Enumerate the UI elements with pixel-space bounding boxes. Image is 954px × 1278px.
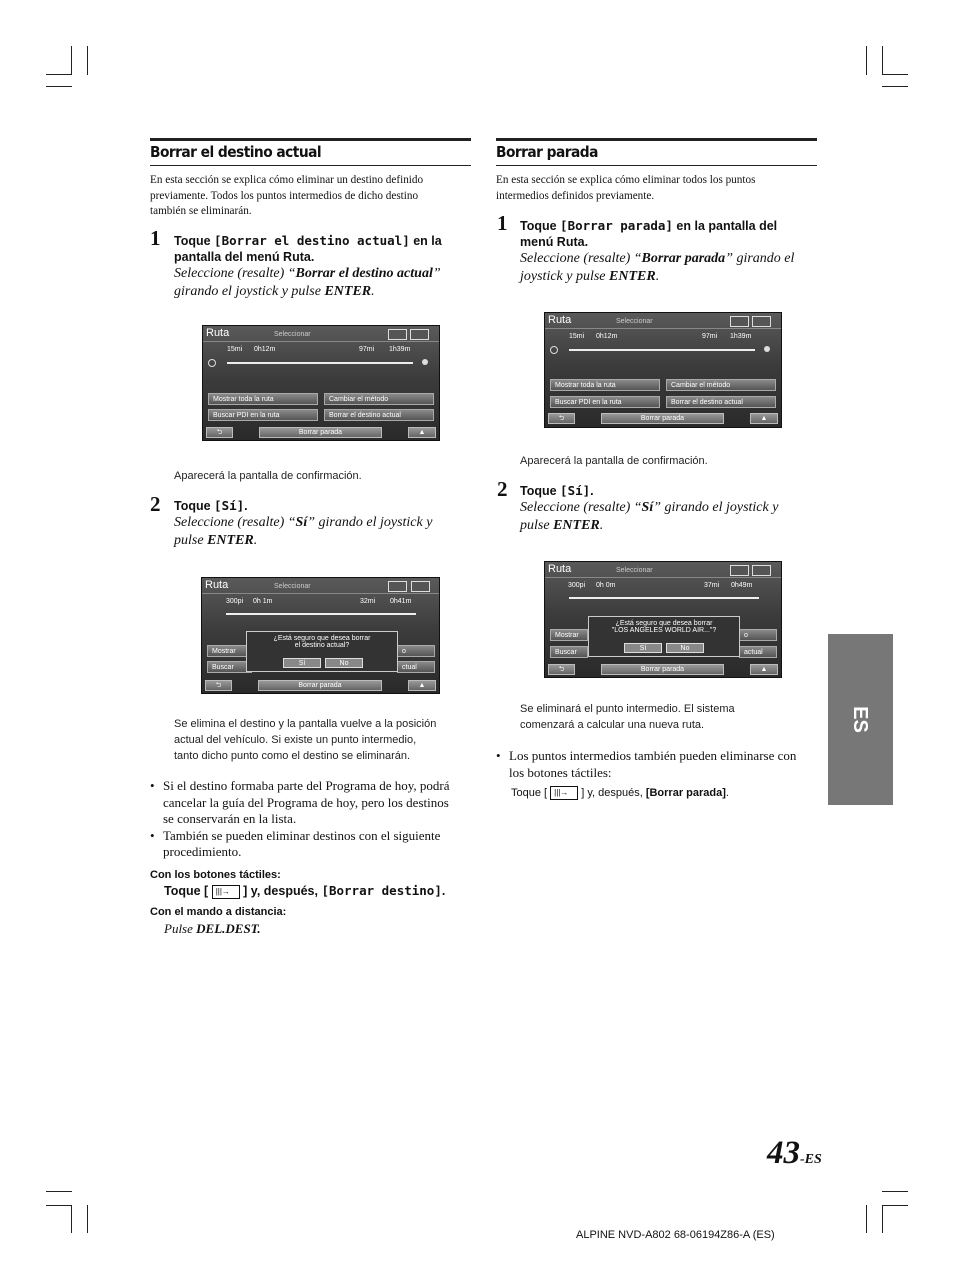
distance-label: 300pi	[568, 582, 586, 589]
text-line: Se elimina el destino y la pantalla vuelve a la posición	[174, 718, 437, 730]
screen-title: Ruta	[548, 563, 572, 575]
screen-title: Ruta	[548, 314, 572, 326]
list-item: • También se pueden eliminar destinos con el siguiente procedimiento.	[150, 828, 470, 861]
step-2	[520, 483, 820, 535]
time-label: 0h12m	[254, 346, 276, 353]
crop-mark	[46, 1191, 72, 1192]
change-method-button[interactable]: o	[739, 629, 777, 641]
step-instruction: pantalla del menú Ruta.	[174, 250, 315, 264]
distance-label: 97mi	[702, 333, 718, 340]
note	[174, 716, 474, 764]
select-label: Seleccionar	[274, 583, 311, 590]
step-detail: pulse ENTER.	[520, 518, 604, 533]
delete-destination-button[interactable]: Borrar el destino actual	[324, 409, 434, 421]
time-label: 0h49m	[731, 582, 753, 589]
distance-label: 15mi	[227, 346, 243, 353]
delete-stop-button[interactable]: Borrar parada	[258, 680, 382, 691]
section-title: Borrar parada	[496, 143, 598, 161]
section-title: Borrar el destino actual	[150, 143, 322, 161]
list-item: • Si el destino formaba parte del Programa de hoy, podrá cancelar la guía del Programa de hoy, pero los destinos se conservarán en la lista.	[150, 778, 470, 828]
time-label: 0h 1m	[253, 598, 273, 605]
note: Aparecerá la pantalla de confirmación.	[520, 455, 708, 467]
note	[520, 701, 820, 733]
step-1	[174, 233, 474, 301]
start-icon	[550, 346, 558, 354]
show-route-button[interactable]: Mostrar	[207, 645, 252, 657]
text-line: tanto dicho punto como el destino se eliminarán.	[174, 750, 411, 762]
step-instruction: Toque [Borrar el destino actual] en la	[174, 233, 442, 248]
page-number: 43-ES	[767, 1135, 822, 1171]
step-number: 2	[150, 492, 161, 516]
show-route-button[interactable]: Mostrar toda la ruta	[208, 393, 318, 405]
destination-icon	[422, 359, 428, 365]
delete-destination-button[interactable]: actual	[739, 646, 777, 658]
time-label: 0h41m	[390, 598, 412, 605]
step-instruction: Toque [Sí].	[520, 483, 594, 498]
time-label: 0h12m	[596, 333, 618, 340]
keyboard-icon[interactable]	[752, 316, 771, 327]
step-1	[520, 218, 820, 286]
delete-stop-button[interactable]: Borrar parada	[601, 664, 724, 675]
footer-code: ALPINE NVD-A802 68-06194Z86-A (ES)	[576, 1229, 775, 1241]
crop-mark	[71, 46, 72, 75]
list-arrow-icon: |||→	[212, 885, 240, 899]
bullet-list	[496, 748, 818, 781]
divider	[545, 577, 781, 578]
intro-paragraph	[496, 173, 816, 204]
up-icon[interactable]: ▲	[408, 427, 436, 438]
crop-mark	[71, 1205, 72, 1233]
bullet-list	[150, 778, 470, 861]
crop-mark	[882, 46, 883, 75]
crop-mark	[46, 86, 72, 87]
crop-mark	[87, 1205, 88, 1233]
remote-instruction: Pulse DEL.DEST.	[164, 921, 261, 936]
divider	[202, 593, 439, 594]
confirm-dialog	[588, 616, 740, 657]
note: Aparecerá la pantalla de confirmación.	[174, 470, 362, 482]
step-detail: girando el joystick y pulse ENTER.	[174, 284, 375, 299]
step-instruction: Toque [Borrar parada] en la pantalla del	[520, 218, 778, 233]
section-rule	[496, 138, 817, 141]
section-rule	[150, 165, 471, 166]
text-line: Si el destino formaba parte del Programa de hoy, podrá	[163, 778, 450, 793]
list-item: • Los puntos intermedios también pueden eliminarse con los botones táctiles:	[496, 748, 818, 781]
route-progress-bar	[226, 613, 416, 615]
start-icon	[208, 359, 216, 367]
search-poi-button[interactable]: Buscar PDI en la ruta	[550, 396, 660, 408]
show-route-button[interactable]: Mostrar toda la ruta	[550, 379, 660, 391]
select-label: Seleccionar	[616, 567, 653, 574]
time-label: 1h39m	[389, 346, 411, 353]
step-detail: pulse ENTER.	[174, 533, 258, 548]
text-line: también se eliminarán.	[150, 205, 252, 217]
step-2	[174, 498, 474, 550]
confirm-screen	[201, 577, 440, 694]
crop-mark	[46, 74, 72, 75]
yes-button[interactable]: Sí	[624, 643, 662, 653]
no-button[interactable]: No	[666, 643, 704, 653]
back-icon[interactable]: ⮌	[548, 664, 575, 675]
text-line: En esta sección se explica cómo eliminar todos los puntos	[496, 174, 756, 186]
step-number: 1	[150, 226, 161, 250]
crop-mark	[882, 1191, 908, 1192]
dialog-message: ¿Está seguro que desea borrar	[615, 620, 713, 627]
crop-mark	[87, 46, 88, 75]
text-line: intermedios definidos previamente.	[496, 189, 655, 202]
screen-title: Ruta	[205, 579, 229, 591]
destination-icon	[764, 346, 770, 352]
crop-mark	[882, 86, 908, 87]
change-method-button[interactable]: Cambiar el método	[666, 379, 776, 391]
confirm-dialog	[246, 631, 398, 672]
distance-label: 37mi	[704, 582, 720, 589]
language-tab	[828, 634, 893, 805]
crop-mark	[882, 74, 908, 75]
delete-destination-button[interactable]: Borrar el destino actual	[666, 396, 776, 408]
subheading: Con el mando a distancia:	[150, 906, 287, 918]
up-icon[interactable]: ▲	[750, 413, 778, 424]
crop-mark	[46, 1205, 72, 1206]
text-line: También se pueden eliminar destinos con el siguiente	[163, 827, 441, 843]
text-line: Los puntos intermedios también pueden eliminarse con	[509, 748, 797, 763]
keyboard-icon[interactable]	[752, 565, 771, 576]
up-icon[interactable]: ▲	[408, 680, 436, 691]
crop-mark	[866, 1205, 867, 1233]
route-menu-screen	[544, 312, 782, 428]
text-line: procedimiento.	[163, 844, 242, 859]
map-icon[interactable]	[730, 565, 749, 576]
select-label: Seleccionar	[616, 318, 653, 325]
back-icon[interactable]: ⮌	[548, 413, 575, 424]
map-icon[interactable]	[388, 581, 407, 592]
screen-title: Ruta	[206, 327, 230, 339]
map-icon[interactable]	[388, 329, 407, 340]
intro-paragraph	[150, 173, 470, 220]
delete-destination-button[interactable]: ctual	[397, 661, 435, 673]
step-detail: Seleccione (resalte) “Sí” girando el joystick y	[174, 515, 433, 530]
subheading: Con los botones táctiles:	[150, 869, 281, 881]
crop-mark	[882, 1205, 908, 1206]
route-menu-screen	[202, 325, 440, 441]
map-icon[interactable]	[730, 316, 749, 327]
no-button[interactable]: No	[325, 658, 363, 668]
change-method-button[interactable]: o	[397, 645, 435, 657]
text-line: los botones táctiles:	[509, 764, 612, 780]
route-progress-bar	[569, 597, 759, 599]
step-number: 2	[497, 477, 508, 501]
list-arrow-icon: |||→	[550, 786, 578, 800]
step-instruction: Toque [Sí].	[174, 498, 248, 513]
show-route-button[interactable]: Mostrar	[550, 629, 588, 641]
step-detail: Seleccione (resalte) “Borrar el destino actual”	[174, 266, 441, 281]
back-icon[interactable]: ⮌	[206, 427, 233, 438]
up-icon[interactable]: ▲	[750, 664, 778, 675]
distance-label: 15mi	[569, 333, 585, 340]
search-poi-button[interactable]: Buscar	[207, 661, 252, 673]
language-tab-label: ES	[848, 706, 871, 733]
keyboard-icon[interactable]	[411, 581, 430, 592]
text-line: actual del vehículo. Si existe un punto intermedio,	[174, 734, 417, 746]
text-line: cancelar la guía del Programa de hoy, pero los destinos	[163, 794, 449, 810]
delete-stop-button[interactable]: Borrar parada	[601, 413, 724, 424]
distance-label: 97mi	[359, 346, 375, 353]
touch-instruction: Toque [ |||→ ] y, después, [Borrar destino].	[164, 883, 446, 898]
route-progress-bar	[227, 362, 413, 364]
keyboard-icon[interactable]	[410, 329, 429, 340]
select-label: Seleccionar	[274, 331, 311, 338]
crop-mark	[866, 46, 867, 75]
text-line: Se eliminará el punto intermedio. El sistema	[520, 703, 735, 715]
section-rule	[496, 165, 817, 166]
change-method-button[interactable]: Cambiar el método	[324, 393, 434, 405]
text-line: comenzará a calcular una nueva ruta.	[520, 719, 705, 731]
crop-mark	[882, 1205, 883, 1233]
section-rule	[150, 138, 471, 141]
text-line: se conservarán en la lista.	[163, 811, 297, 826]
route-progress-bar	[569, 349, 755, 351]
search-poi-button[interactable]: Buscar PDI en la ruta	[208, 409, 318, 421]
time-label: 1h39m	[730, 333, 752, 340]
dialog-message: el destino actual?	[294, 642, 350, 649]
delete-stop-button[interactable]: Borrar parada	[259, 427, 382, 438]
text-line: En esta sección se explica cómo eliminar un destino definido	[150, 174, 424, 186]
divider	[545, 328, 781, 329]
step-detail: joystick y pulse ENTER.	[520, 269, 660, 284]
yes-button[interactable]: Sí	[283, 658, 321, 668]
step-number: 1	[497, 211, 508, 235]
search-poi-button[interactable]: Buscar	[550, 646, 588, 658]
dialog-message: ¿Está seguro que desea borrar	[273, 635, 371, 642]
distance-label: 300pi	[226, 598, 244, 605]
confirm-screen	[544, 561, 782, 678]
text-line: previamente. Todos los puntos intermedios de dicho destino	[150, 189, 419, 202]
step-instruction: menú Ruta.	[520, 235, 589, 249]
touch-instruction: Toque [ |||→ ] y, después, [Borrar parada].	[511, 786, 729, 799]
time-label: 0h 0m	[596, 582, 616, 589]
step-detail: Seleccione (resalte) “Sí” girando el joystick y	[520, 500, 779, 515]
distance-label: 32mi	[360, 598, 376, 605]
dialog-message: "LOS ANGELES WORLD AIR..."?	[611, 627, 717, 634]
back-icon[interactable]: ⮌	[205, 680, 232, 691]
divider	[203, 341, 439, 342]
step-detail: Seleccione (resalte) “Borrar parada” girando el	[520, 251, 795, 266]
